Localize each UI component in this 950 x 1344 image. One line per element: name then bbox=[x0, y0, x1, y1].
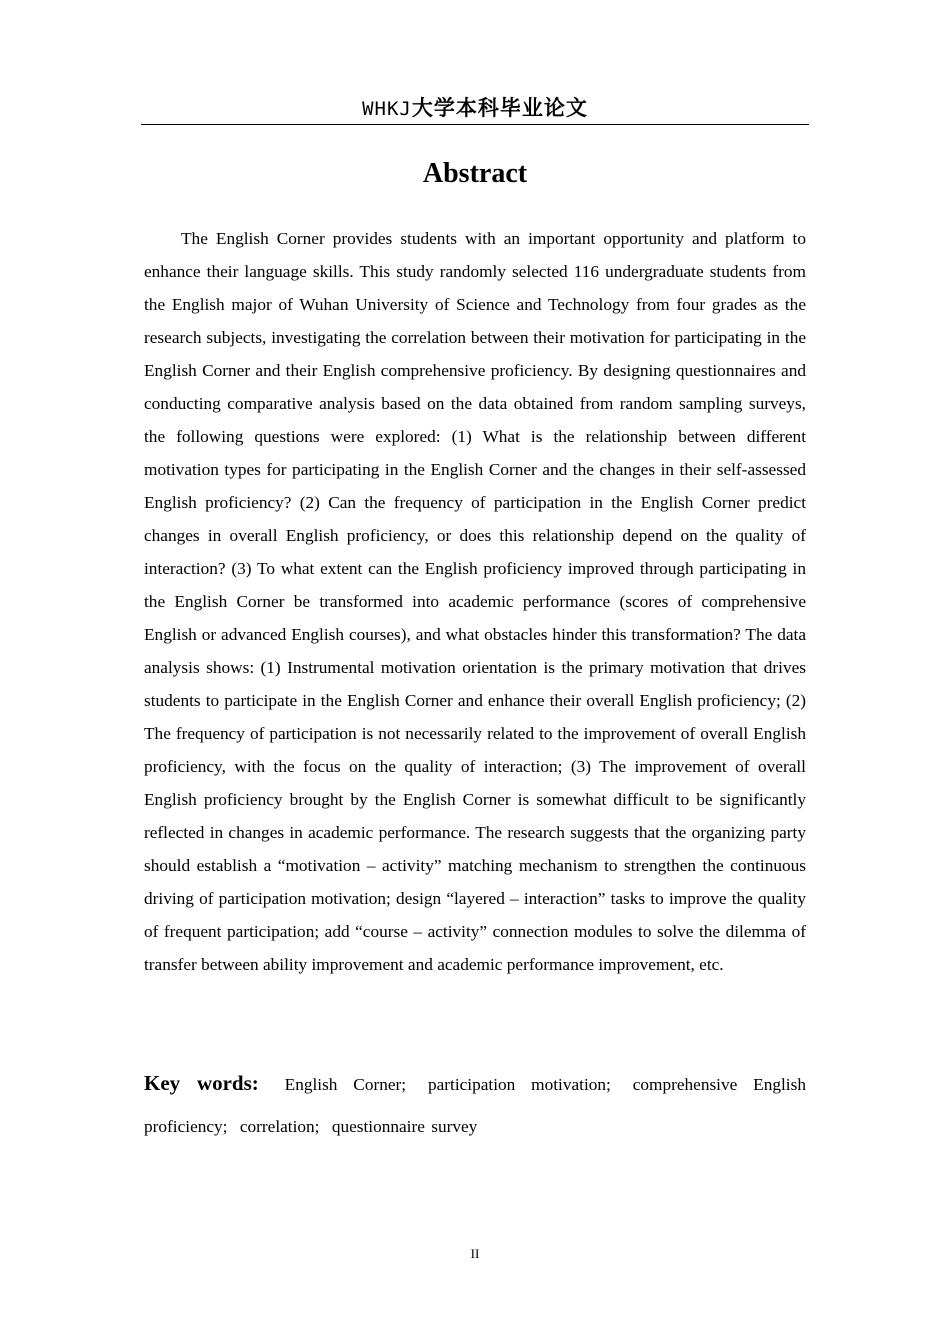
keyword-item: comprehensive English proficiency; bbox=[144, 1075, 806, 1136]
page-number: II bbox=[470, 1246, 480, 1261]
abstract-body: The English Corner provides students with an important opportunity and platform to enhance their language skills. This study randomly selected 116 undergraduate students from the English major of Wuhan University of Science and Technology from four grades as the research subjects, investigating the correlation between their motivation for participating in the English Corner and their English comprehensive proficiency. By designing questionnaires and conducting comparative analysis based on the data obtained from random sampling surveys, the following questions were explored: (1) What is the relationship between different motivation types for participating in the English Corner and the changes in their self-assessed English proficiency? (2) Can the frequency of participation in the English Corner predict changes in overall English proficiency, or does this relationship depend on the quality of interaction? (3) To what extent can the English proficiency improved through participating in the English Corner be transformed into academic performance (scores of comprehensive English or advanced English courses), and what obstacles hinder this transformation? The data analysis shows: (1) Instrumental motivation orientation is the primary motivation that drives students to participate in the English Corner and enhance their overall English proficiency; (2) The frequency of participation is not necessarily related to the improvement of overall English proficiency, with the focus on the quality of interaction; (3) The improvement of overall English proficiency brought by the English Corner is somewhat difficult to be significantly reflected in changes in academic performance. The research suggests that the organizing party should establish a “motivation – activity” matching mechanism to strengthen the continuous driving of participation motivation; design “layered – interaction” tasks to improve the quality of frequent participation; add “course – activity” connection modules to solve the dilemma of transfer between ability improvement and academic performance improvement, etc. bbox=[144, 229, 806, 974]
header-latin: WHKJ bbox=[362, 98, 412, 120]
keyword-item: questionnaire survey bbox=[331, 1117, 478, 1136]
keyword-item: participation motivation; bbox=[427, 1075, 611, 1094]
keywords-label: Key words: bbox=[144, 1071, 259, 1095]
running-header bbox=[141, 94, 809, 123]
abstract-heading: Abstract bbox=[422, 158, 528, 189]
keyword-item: correlation; bbox=[239, 1117, 320, 1136]
header-cjk: 大学本科毕业论文 bbox=[411, 96, 588, 120]
keywords-section bbox=[144, 1062, 806, 1148]
keyword-item: English Corner; bbox=[284, 1075, 407, 1094]
header-rule bbox=[141, 124, 809, 125]
